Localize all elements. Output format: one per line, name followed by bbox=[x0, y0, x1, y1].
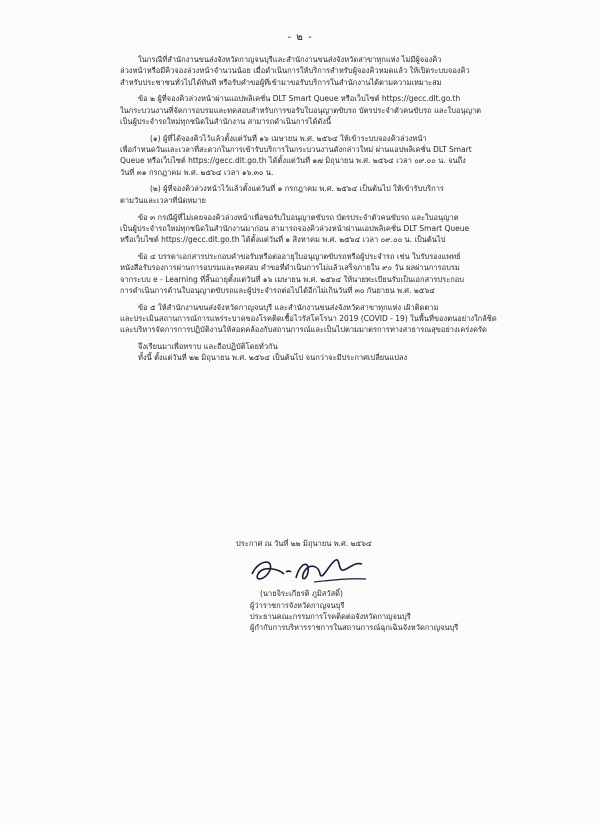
paragraph-line: ข้อ ๔ บรรดาเอกสารประกอบคำขอรับหรือต่ออายุใบอนุญาตขับรถหรือผู้ประจำรถ เช่น ใบรับรองแพทย์ bbox=[138, 251, 461, 261]
paragraph-line: และประเมินสถานการณ์การแพร่ระบาดของโรคติดเชื้อไวรัสโคโรนา 2019 (COVID - 19) ในพื้นที่ของตนอย่างใกล้ชิด bbox=[120, 313, 497, 323]
paragraph-line: ข้อ ๕ ให้สำนักงานขนส่งจังหวัดกาญจนบุรี และสำนักงานขนส่งจังหวัดสาขาทุกแห่ง เฝ้าติดตาม bbox=[138, 302, 439, 312]
paragraph-line: เพื่อกำหนดวันและเวลาที่สะดวกในการเข้ารับบริการในกระบวนงานดังกล่าวใหม่ ผ่านแอปพลิเคชั่น DLT Smart bbox=[120, 145, 472, 155]
paragraph-line: หรือเว็บไซต์ https://gecc.dlt.go.th ได้ตั้งแต่วันที่ ๑ สิงหาคม พ.ศ. ๒๕๖๔ เวลา ๐๙.๐๐ น. เป็นต้นไป bbox=[120, 235, 446, 245]
signature-icon bbox=[244, 552, 374, 588]
paragraph-line: Queue หรือเว็บไซต์ https://gecc.dlt.go.th ได้ตั้งแต่วันที่ ๑๗ มิถุนายน พ.ศ. ๒๕๖๔ เวลา ๐๙.๐๐ น. จนถึง bbox=[120, 156, 466, 166]
paragraph bbox=[120, 54, 540, 88]
paragraph-line: และบริหารจัดการการปฏิบัติงานให้สอดคล้องกับสถานการณ์และเป็นไปตามมาตรการทางสาธารณสุขอย่างเคร่งครัด bbox=[120, 325, 487, 335]
paragraph-list bbox=[120, 54, 540, 336]
signer-title-1: ผู้ว่าราชการจังหวัดกาญจนบุรี bbox=[250, 600, 345, 610]
paragraph-line: ในกรณีที่สำนักงานขนส่งจังหวัดกาญจนบุรีและสำนักงานขนส่งจังหวัดสาขาทุกแห่ง ไม่มีผู้จองคิว bbox=[138, 55, 442, 64]
page-number: - ๒ - bbox=[287, 32, 313, 43]
announcement-date: ประกาศ ณ วันที่ ๒๒ มิถุนายน พ.ศ. ๒๕๖๔ bbox=[236, 539, 372, 548]
closing-line-2: ทั้งนี้ ตั้งแต่วันที่ ๒๒ มิถุนายน พ.ศ. ๒๕๖๔ เป็นต้นไป จนกว่าจะมีประกาศเปลี่ยนแปลง bbox=[138, 353, 408, 363]
paragraph bbox=[120, 93, 540, 127]
paragraph-line: สำหรับประชาชนทั่วไปได้ทันที หรือรับคำขอผู้ที่เข้ามาขอรับบริการในสำนักงานได้ตามความเหมาะสม bbox=[120, 77, 442, 87]
paragraph-line: เป็นผู้ประจำรถใหม่ทุกชนิดในสำนักงานมาก่อน สามารถจองคิวล่วงหน้าผ่านแอปพลิเคชั่น DLT Smart Queue bbox=[120, 223, 470, 233]
closing-section bbox=[120, 341, 540, 364]
paragraph bbox=[120, 183, 540, 206]
closing-line-1: จึงเรียนมาเพื่อทราบ และถือปฏิบัติโดยทั่วกัน bbox=[138, 342, 278, 352]
paragraph bbox=[120, 133, 540, 178]
paragraph-line: จากระบบ e - Learning ที่สิ้นอายุตั้งแต่วันที่ ๑๖ เมษายน พ.ศ. ๒๕๖๔ ให้นายทะเบียนรับเป็นเอกสารประกอบ bbox=[120, 274, 465, 284]
paragraph-line: เป็นผู้ประจำรถใหม่ทุกชนิดในสำนักงาน สามารถดำเนินการได้ดังนี้ bbox=[120, 116, 332, 126]
paragraph bbox=[120, 251, 540, 296]
paragraph-line: วันที่ ๓๑ กรกฎาคม พ.ศ. ๒๕๖๔ เวลา ๑๖.๓๐ น. bbox=[120, 167, 274, 177]
paragraph bbox=[120, 302, 540, 336]
signature-block bbox=[210, 538, 510, 633]
signer-title-3: ผู้กำกับการบริหารราชการในสถานการณ์ฉุกเฉินจังหวัดกาญจนบุรี bbox=[250, 623, 459, 633]
paragraph-line: ข้อ ๒ ผู้ที่จองคิวล่วงหน้าผ่านแอปพลิเคชั่น DLT Smart Queue หรือเว็บไซต์ https://gecc.dlt.go.th bbox=[138, 94, 461, 104]
paragraph-line: (๒) ผู้ที่จองคิวล่วงหน้าไว้แล้วตั้งแต่วันที่ ๑ กรกฎาคม พ.ศ. ๒๕๖๔ เป็นต้นไป ให้เข้ารับบริการ bbox=[150, 184, 444, 194]
document-body bbox=[120, 54, 540, 364]
paragraph-line: ตามวันและเวลาที่นัดหมาย bbox=[120, 195, 206, 205]
paragraph-line: ข้อ ๓ กรณีผู้ที่ไม่เคยจองคิวล่วงหน้าเพื่อขอรับใบอนุญาตขับรถ บัตรประจำตัวคนขับรถ และใบอนุญาต bbox=[138, 212, 459, 222]
paragraph-line: ล่วงหน้าหรือมีคิวจองล่วงหน้าจำนวนน้อย เมื่อดำเนินการให้บริการสำหรับผู้จองคิวหมดแล้ว ให้เปิดระบบจองคิว bbox=[120, 66, 470, 76]
signer-name: (นายจิระเกียรติ ภูมิสวัสดิ์) bbox=[260, 589, 343, 599]
paragraph-line: ในกระบวนงานที่จัดการอบรมและทดสอบสำหรับการขอรับใบอนุญาตขับรถ บัตรประจำตัวคนขับรถ และใบอนุญาต bbox=[120, 105, 482, 115]
paragraph bbox=[120, 212, 540, 246]
paragraph-line: การดำเนินการด้านใบอนุญาตขับรถและผู้ประจำรถต่อไปได้อีกไม่เกินวันที่ ๓๐ กันยายน พ.ศ. ๒๕๖๔ bbox=[120, 285, 435, 295]
paragraph-line: (๑) ผู้ที่ได้จองคิวไว้แล้วตั้งแต่วันที่ ๑๖ เมษายน พ.ศ. ๒๕๖๔ ให้เข้าระบบจองคิวล่วงหน้า bbox=[150, 133, 427, 143]
paragraph-line: หนังสือรับรองการผ่านการอบรมและทดสอบ คำขอที่ดำเนินการไม่แล้วเสร็จภายใน ๙๐ วัน ผลผ่านการอบรม bbox=[120, 263, 460, 273]
signer-title-2: ประธานคณะกรรมการโรคติดต่อจังหวัดกาญจนบุรี bbox=[250, 611, 411, 621]
handwritten-signature bbox=[244, 552, 374, 588]
